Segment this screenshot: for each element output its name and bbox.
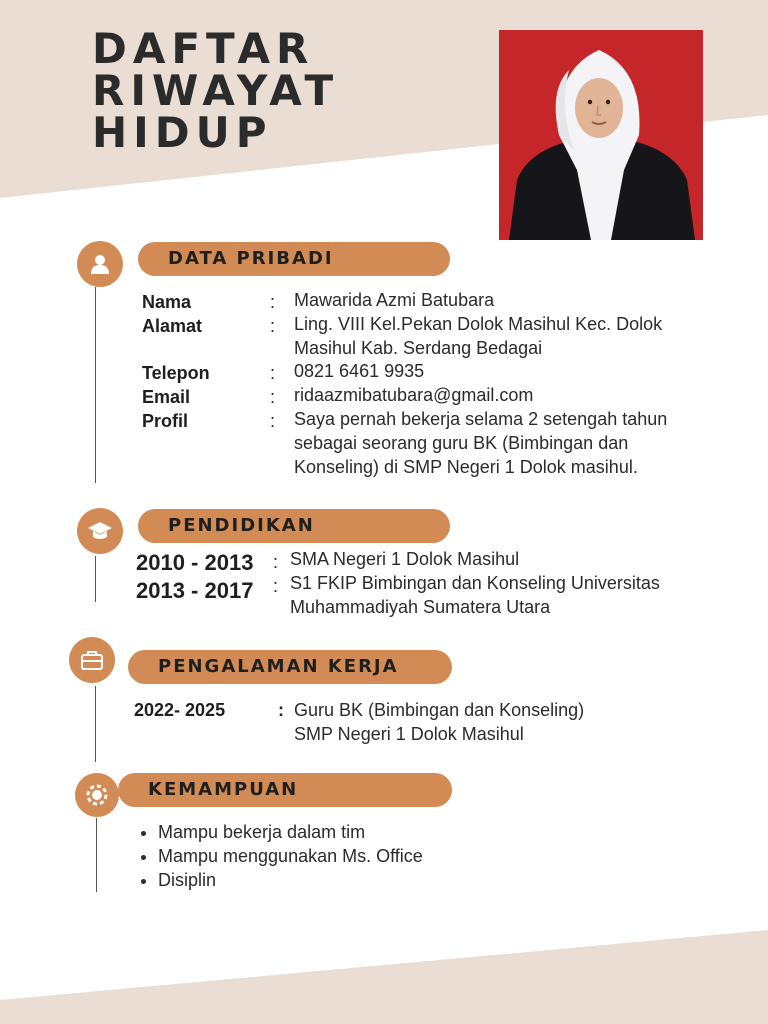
skills-list [136, 820, 423, 892]
profile-photo [499, 30, 703, 240]
value-line: Ling. VIII Kel.Pekan Dolok Masihul Kec. Dolok [294, 314, 663, 334]
value-line: Masihul Kab. Serdang Bedagai [294, 338, 543, 358]
label-telepon: Telepon [142, 363, 210, 383]
briefcase-icon [69, 637, 115, 683]
value-line: 0821 6461 9935 [294, 361, 425, 381]
value-line: SMA Negeri 1 Dolok Masihul [290, 549, 520, 569]
value-line: Mawarida Azmi Batubara [294, 290, 495, 310]
colon: : [270, 292, 276, 312]
title-line-1: DAFTAR [92, 24, 315, 73]
graduation-cap-icon [77, 508, 123, 554]
label-profil: Profil [142, 411, 189, 431]
value-line: S1 FKIP Bimbingan dan Konseling Universitas [290, 573, 660, 593]
user-icon [77, 241, 123, 287]
value-line: SMP Negeri 1 Dolok Masihul [294, 724, 524, 744]
label-email: Email [142, 387, 191, 407]
list-item: • Disiplin [158, 868, 423, 892]
education-school [290, 571, 660, 619]
colon: : [273, 576, 279, 596]
value-line: Muhammadiyah Sumatera Utara [290, 597, 551, 617]
colon: : [270, 363, 276, 383]
timeline-line [95, 556, 96, 602]
education-school [290, 547, 519, 571]
value-telepon [294, 359, 424, 383]
section-heading-skills: KEMAMPUAN [118, 773, 452, 807]
label-nama: Nama [142, 292, 192, 312]
value-line: Konseling) di SMP Negeri 1 Dolok masihul. [294, 457, 638, 477]
gear-bulb-icon [75, 773, 119, 817]
value-line: sebagai seorang guru BK (Bimbingan dan [294, 433, 629, 453]
section-heading-experience: PENGALAMAN KERJA [128, 650, 452, 684]
value-alamat [294, 312, 662, 360]
colon: : [270, 316, 276, 336]
section-heading-personal: DATA PRIBADI [138, 242, 450, 276]
experience-years: 2022- 2025 [134, 700, 226, 720]
colon: : [273, 552, 279, 572]
title-line-2: RIWAYAT [92, 66, 340, 115]
value-email [294, 383, 533, 407]
colon: : [278, 700, 284, 720]
education-years: 2010 - 2013 [136, 550, 254, 575]
education-years: 2013 - 2017 [136, 578, 254, 603]
value-line: ridaazmibatubara@gmail.com [294, 385, 534, 405]
list-item: • Mampu menggunakan Ms. Office [158, 844, 423, 868]
value-profil [294, 407, 667, 479]
section-heading-education: PENDIDIKAN [138, 509, 450, 543]
value-line: Guru BK (Bimbingan dan Konseling) [294, 700, 585, 720]
page-title [92, 24, 340, 157]
title-line-3: HIDUP [92, 108, 273, 157]
value-line: Saya pernah bekerja selama 2 setengah tahun [294, 409, 668, 429]
list-item: • Mampu bekerja dalam tim [158, 820, 423, 844]
colon: : [270, 387, 276, 407]
timeline-line [96, 818, 97, 892]
timeline-line [95, 287, 96, 483]
label-alamat: Alamat [142, 316, 203, 336]
experience-role [294, 698, 584, 746]
timeline-line [95, 686, 96, 762]
value-nama [294, 288, 494, 312]
colon: : [270, 411, 276, 431]
